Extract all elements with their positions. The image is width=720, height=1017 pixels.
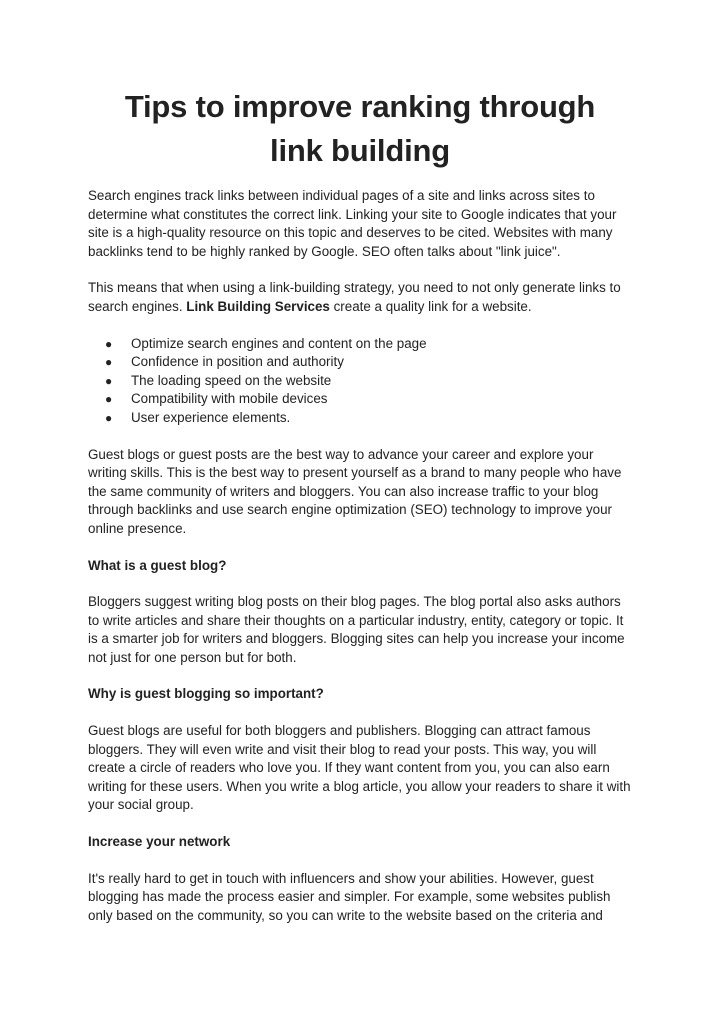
- factor-bullet-list: [88, 335, 632, 428]
- title-line-2: link building: [270, 133, 450, 168]
- what-paragraph: Bloggers suggest writing blog posts on their blog pages. The blog portal also asks authors to write articles and share their thoughts on a particular industry, entity, category or topic. It is a smarter job for writers and bloggers. Blogging sites can help you increase your income not just for one person but for both.: [88, 594, 625, 665]
- bullet-icon: ●: [105, 410, 113, 425]
- why-paragraph: Guest blogs are useful for both bloggers and publishers. Blogging can attract famous bloggers. They will even write and visit their blog to read your posts. This way, you will create a circle of readers who love you. If they want content from you, you can also earn writing for these users. When you write a blog article, you allow your readers to share it with your social group.: [88, 723, 631, 813]
- strategy-text-after: create a quality link for a website.: [329, 298, 532, 314]
- network-paragraph: It's really hard to get in touch with influencers and show your abilities. However, guest blogging has made the process easier and simpler. For example, some websites publish only based on the community, so you can write to the website based on the criteria and: [88, 870, 611, 923]
- heading-what-is-guest-blog: What is a guest blog?: [88, 557, 227, 573]
- list-item: [105, 390, 632, 409]
- list-item: [105, 372, 632, 391]
- list-item-text: The loading speed on the website: [131, 372, 332, 388]
- bullet-icon: ●: [105, 373, 113, 388]
- bullet-icon: ●: [105, 392, 113, 407]
- list-item: [105, 409, 632, 428]
- link-building-services-bold: Link Building Services: [186, 298, 330, 314]
- list-item: [105, 353, 632, 372]
- list-item-text: User experience elements.: [131, 409, 291, 425]
- document-title: [88, 85, 632, 173]
- list-item-text: Confidence in position and authority: [131, 354, 344, 370]
- list-item-text: Optimize search engines and content on the page: [131, 335, 427, 351]
- strategy-paragraph: [88, 279, 632, 316]
- intro-paragraph: Search engines track links between individual pages of a site and links across sites to determine what constitutes the correct link. Linking your site to Google indicates that your site is a high-quality resource on this topic and deserves to be cited. Websites with many backlinks tend to be highly ranked by Google. SEO often talks about "link juice".: [88, 188, 617, 259]
- bullet-icon: ●: [105, 355, 113, 370]
- heading-increase-network: Increase your network: [88, 834, 231, 850]
- bullet-icon: ●: [105, 336, 113, 351]
- title-line-1: Tips to improve ranking through: [124, 89, 596, 124]
- list-item-text: Compatibility with mobile devices: [131, 391, 328, 407]
- list-item: [105, 335, 632, 354]
- guest-blogs-paragraph: Guest blogs or guest posts are the best way to advance your career and explore your writing skills. This is the best way to present yourself as a brand to many people who have the same community of writers and bloggers. You can also increase traffic to your blog through backlinks and use search engine optimization (SEO) technology to improve your online presence.: [88, 446, 622, 536]
- strategy-text-before: This means that when using a link-building strategy, you need to not only generate links to search engines.: [88, 280, 621, 314]
- heading-why-important: Why is guest blogging so important?: [88, 686, 324, 702]
